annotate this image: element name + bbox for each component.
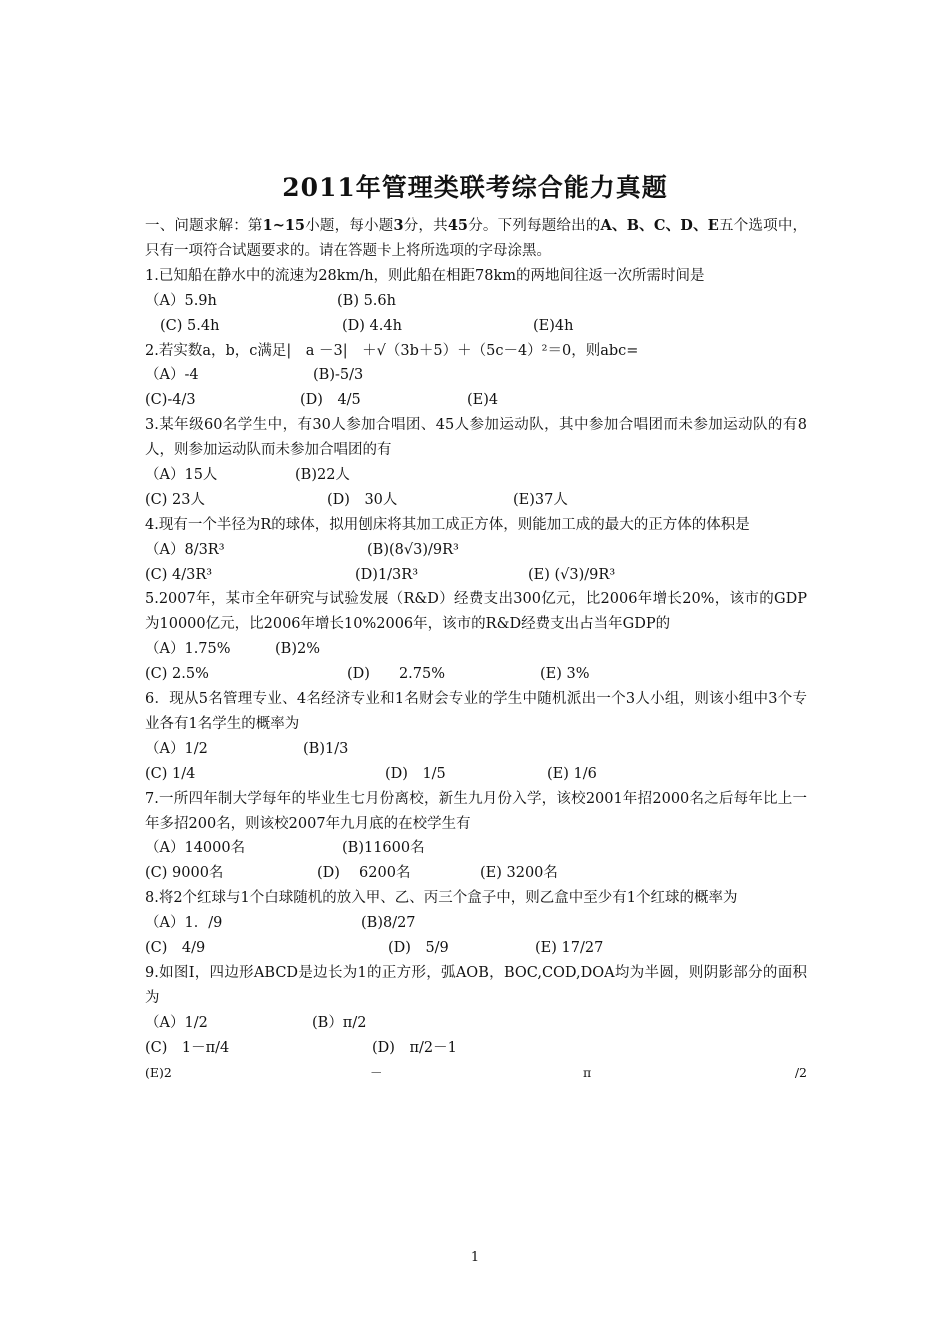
option: (C) 1－π/4 [145, 1039, 230, 1056]
option-row [145, 662, 807, 687]
option: (D)1/3R³ [355, 566, 419, 583]
question-stem: 8.将2个红球与1个白球随机的放入甲、乙、丙三个盒子中，则乙盒中至少有1个红球的概率为 [145, 890, 738, 907]
option: (D) 4/5 [300, 392, 361, 409]
option-row [145, 1011, 807, 1036]
option: （A）-4 [145, 367, 199, 384]
question-stem: 1.已知船在静水中的流速为28km/h，则此船在相距78km的两地间往返一次所需时间是 [145, 267, 705, 284]
option: (D) 30人 [327, 491, 398, 508]
option: （A）1．/9 [145, 915, 223, 932]
option: (B)1/3 [303, 740, 349, 757]
page-title: 2011年管理类联考综合能力真题 [282, 173, 668, 202]
option: (D) 2.75% [347, 666, 446, 683]
option-row [145, 637, 807, 662]
option-row [145, 936, 807, 961]
option: (E)2 [145, 1064, 172, 1080]
option: (E) 3% [540, 666, 590, 683]
option-row [145, 538, 807, 563]
option: (E) (√3)/9R³ [528, 566, 616, 583]
option-row [145, 737, 807, 762]
option: (B)-5/3 [313, 367, 364, 384]
option: (D) π/2－1 [372, 1039, 457, 1056]
option: (B)2% [275, 641, 320, 658]
option-row [145, 289, 807, 314]
option-row [145, 563, 807, 588]
option: (D) 4.4h [342, 317, 402, 334]
option: (D) 5/9 [388, 940, 449, 957]
question-stem: 2.若实数a，b，c满足| a －3| ＋√（3b＋5）＋（5c－4）²＝0，则abc= [145, 342, 639, 359]
option: (B) 5.6h [337, 292, 396, 309]
section-intro: 一、问题求解：第1~15小题，每小题3分，共45分。下列每题给出的A、B、C、D、E五个选项中，只有一项符合试题要求的。请在答题卡上将所选项的字母涂黑。 [145, 217, 808, 259]
option-fragment: － [370, 1064, 383, 1080]
option: (E) 3200名 [480, 865, 558, 882]
option: (E)4 [467, 392, 499, 409]
question-stem: 4.现有一个半径为R的球体，拟用刨床将其加工成正方体，则能加工成的最大的正方体的体积是 [145, 516, 750, 533]
option-row [145, 314, 807, 339]
option: (E)37人 [513, 491, 568, 508]
document-body [145, 214, 807, 1085]
option: (C)-4/3 [145, 392, 196, 409]
option-row [145, 488, 807, 513]
option-row-justified [145, 1061, 807, 1086]
option: (C) 23人 [145, 491, 205, 508]
option-row [145, 911, 807, 936]
option-row [145, 388, 807, 413]
option: (B)11600名 [342, 840, 425, 857]
option: （A）5.9h [145, 292, 217, 309]
option: (C) 4/3R³ [145, 566, 213, 583]
option-row [145, 836, 807, 861]
page-number: 1 [470, 1250, 480, 1265]
question-stem: 9.如图Ⅰ，四边形ABCD是边长为1的正方形，弧AOB，BOC,COD,DOA均为半圆，则阴影部分的面积为 [145, 964, 807, 1006]
option: （A）1.75% [145, 641, 231, 658]
option: (C) 1/4 [145, 765, 196, 782]
option: （A）8/3R³ [145, 541, 225, 558]
option-row [145, 762, 807, 787]
option: (C) 4/9 [145, 940, 206, 957]
question-stem: 3.某年级60名学生中，有30人参加合唱团、45人参加运动队，其中参加合唱团而未参加运动队的有8人，则参加运动队而未参加合唱团的有 [145, 417, 807, 459]
option-row [145, 861, 807, 886]
option: (B)22人 [295, 467, 350, 483]
question-stem: 6．现从5名管理专业、4名经济专业和1名财会专业的学生中随机派出一个3人小组，则该小组中3个专业各有1名学生的概率为 [145, 691, 807, 732]
option: （A）14000名 [145, 840, 246, 857]
option: (B)(8√3)/9R³ [367, 541, 459, 558]
option: (E)4h [533, 317, 574, 334]
option: (D) 1/5 [385, 765, 446, 782]
option-row [145, 1036, 807, 1061]
option: (C) 9000名 [145, 865, 224, 882]
option: (E) 17/27 [535, 940, 604, 957]
option-fragment: π [583, 1064, 592, 1080]
option: (D) 6200名 [317, 865, 411, 882]
option: (B）π/2 [312, 1014, 367, 1031]
option-row [145, 463, 807, 488]
option: (C) 5.4h [160, 317, 220, 334]
question-stem: 7.一所四年制大学每年的毕业生七月份离校，新生九月份入学，该校2001年招2000名之后每年比上一年多招200名，则该校2007年九月底的在校学生有 [145, 790, 807, 832]
option: （A）1/2 [145, 740, 208, 757]
question-stem: 5.2007年，某市全年研究与试验发展（R&D）经费支出300亿元，比2006年增长20%，该市的GDP为10000亿元，比2006年增长10%2006年，该市的R&D经费支出占当年GDP的 [145, 591, 807, 633]
option: (B)8/27 [361, 915, 416, 932]
option-fragment: /2 [794, 1064, 807, 1080]
option: (C) 2.5% [145, 666, 209, 683]
option: （A）15人 [145, 467, 218, 483]
option: （A）1/2 [145, 1014, 208, 1031]
option: (E) 1/6 [547, 765, 597, 782]
option-row [145, 363, 807, 388]
